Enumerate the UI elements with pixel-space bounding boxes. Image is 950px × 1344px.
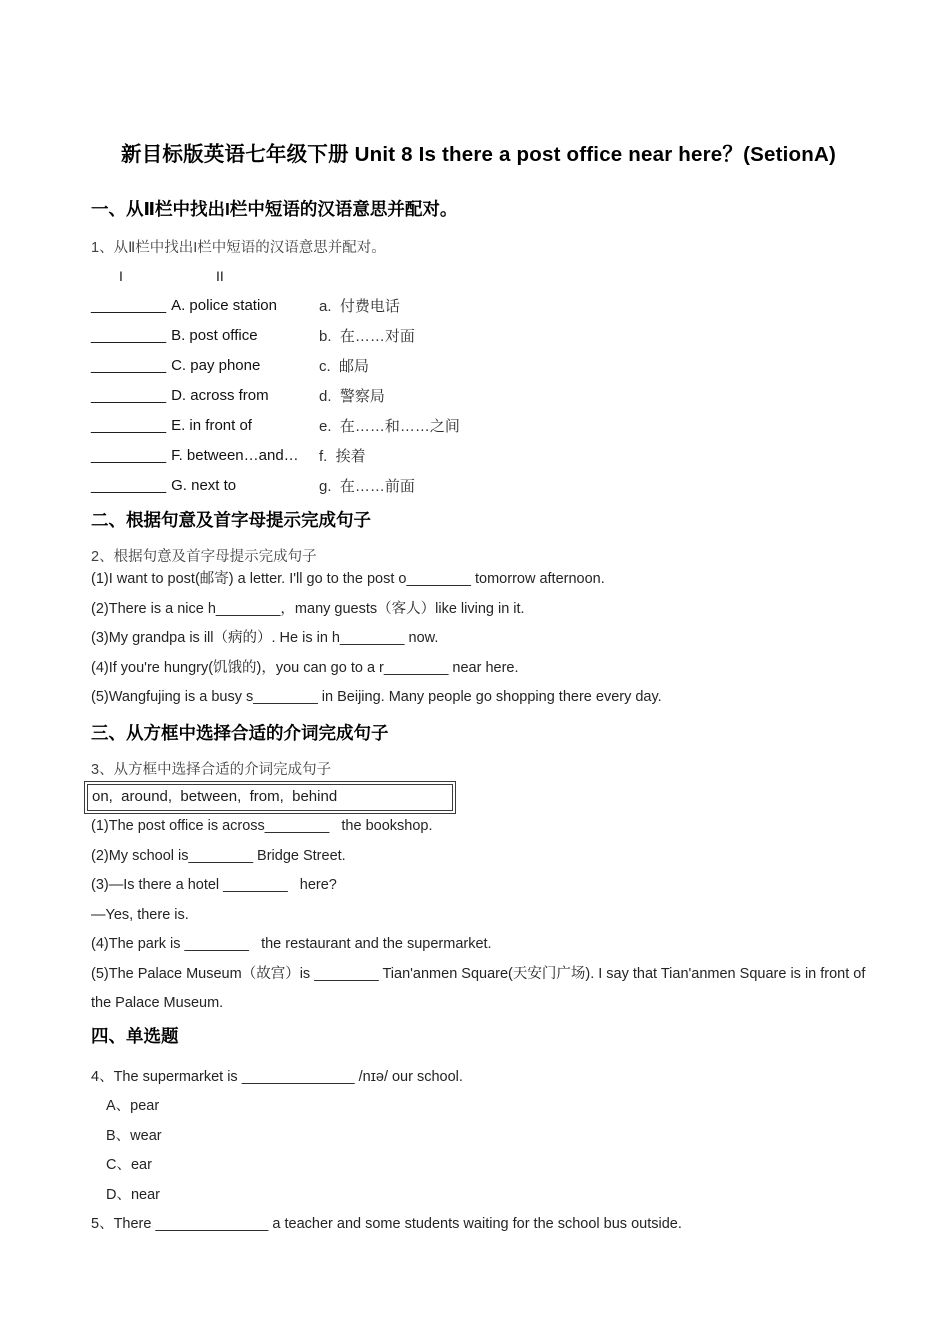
section3-subheading: 3、从方框中选择合适的介词完成句子 bbox=[91, 762, 332, 778]
section2-items bbox=[91, 565, 866, 713]
match-list bbox=[91, 290, 866, 500]
answer-blank: _________ bbox=[91, 476, 167, 494]
mcq-question-4-options bbox=[106, 1092, 866, 1211]
answer-blank: _________ bbox=[91, 356, 167, 374]
match-option-e: e. 在……和……之间 bbox=[319, 417, 460, 435]
section4-heading: 四、单选题 bbox=[91, 1026, 179, 1046]
section3-items bbox=[91, 812, 870, 1019]
mcq-option-d: D、near bbox=[106, 1187, 160, 1204]
match-left-d bbox=[91, 387, 319, 404]
section1-heading: 一、从Ⅱ栏中找出I栏中短语的汉语意思并配对。 bbox=[91, 199, 458, 219]
answer-blank: _________ bbox=[91, 296, 167, 314]
fill-blank-item-5: (5)Wangfujing is a busy s________ in Beijing. Many people go shopping there every day. bbox=[91, 689, 662, 705]
match-item-label: B. post office bbox=[171, 326, 258, 344]
match-row-e bbox=[91, 410, 866, 440]
worksheet-content bbox=[91, 0, 870, 1344]
match-row-c bbox=[91, 350, 866, 380]
fill-blank-item-1: (1)I want to post(邮寄) a letter. I'll go to the post o________ tomorrow afternoon. bbox=[91, 571, 605, 587]
section3-heading: 三、从方框中选择合适的介词完成句子 bbox=[91, 723, 389, 743]
page-title: 新目标版英语七年级下册 Unit 8 Is there a post office near here？(SetionA) bbox=[121, 143, 836, 166]
column-2-header: II bbox=[216, 268, 224, 284]
answer-blank: _________ bbox=[91, 446, 167, 464]
match-option-d: d. 警察局 bbox=[319, 387, 385, 405]
match-left-c bbox=[91, 357, 319, 374]
column-1-header: I bbox=[119, 268, 123, 284]
match-option-b: b. 在……对面 bbox=[319, 327, 415, 345]
match-column-headers bbox=[91, 268, 866, 284]
preposition-item-1: (1)The post office is across________ the bookshop. bbox=[91, 818, 433, 834]
fill-blank-item-2: (2)There is a nice h________，many guests（客人）like living in it. bbox=[91, 600, 525, 617]
match-option-a: a. 付费电话 bbox=[319, 297, 400, 315]
mcq-question-5: 5、There ______________ a teacher and some students waiting for the school bus outside. bbox=[91, 1216, 682, 1232]
section2-heading: 二、根据句意及首字母提示完成句子 bbox=[91, 510, 371, 530]
fill-blank-item-3: (3)My grandpa is ill（病的）. He is in h________ now. bbox=[91, 630, 439, 646]
answer-blank: _________ bbox=[91, 326, 167, 344]
match-option-c: c. 邮局 bbox=[319, 357, 370, 375]
match-item-label: F. between…and… bbox=[171, 446, 299, 464]
match-row-a bbox=[91, 290, 866, 320]
preposition-item-4: (4)The park is ________ the restaurant and the supermarket. bbox=[91, 936, 492, 952]
match-item-label: D. across from bbox=[171, 386, 269, 404]
match-row-d bbox=[91, 380, 866, 410]
match-option-g: g. 在……前面 bbox=[319, 477, 415, 495]
preposition-item-5: (5)The Palace Museum（故宫）is ________ Tian'anmen Square(天安门广场). I say that Tian'anmen Square is in front of the Palace Museum. bbox=[91, 965, 870, 1011]
section1-subheading: 1、从Ⅱ栏中找出I栏中短语的汉语意思并配对。 bbox=[91, 240, 386, 256]
match-item-label: G. next to bbox=[171, 476, 237, 494]
preposition-item-2: (2)My school is________ Bridge Street. bbox=[91, 847, 346, 864]
mcq-option-b: B、wear bbox=[106, 1127, 162, 1144]
match-left-a bbox=[91, 297, 319, 314]
match-item-label: C. pay phone bbox=[171, 356, 261, 374]
match-row-f bbox=[91, 440, 866, 470]
match-row-b bbox=[91, 320, 866, 350]
mcq-option-a: A、pear bbox=[106, 1098, 160, 1114]
match-row-g bbox=[91, 470, 866, 500]
answer-blank: _________ bbox=[91, 386, 167, 404]
match-left-g bbox=[91, 477, 319, 494]
section2-subheading: 2、根据句意及首字母提示完成句子 bbox=[91, 549, 317, 565]
match-item-label: A. police station bbox=[171, 296, 277, 314]
match-left-f bbox=[91, 447, 319, 464]
match-option-f: f. 挨着 bbox=[319, 447, 366, 465]
match-item-label: E. in front of bbox=[171, 416, 252, 434]
match-left-e bbox=[91, 417, 319, 434]
match-left-b bbox=[91, 327, 319, 344]
answer-blank: _________ bbox=[91, 416, 167, 434]
mcq-question-4: 4、The supermarket is ______________ /nɪə/ our school. bbox=[91, 1069, 463, 1085]
preposition-item-3: (3)—Is there a hotel ________ here? bbox=[91, 877, 337, 893]
preposition-word-bank bbox=[84, 781, 456, 814]
preposition-item-3-answer: —Yes, there is. bbox=[91, 906, 189, 923]
mcq-option-c: C、ear bbox=[106, 1157, 152, 1174]
word-bank-words: on, around, between, from, behind bbox=[87, 784, 453, 811]
fill-blank-item-4: (4)If you're hungry(饥饿的)，you can go to a r________ near here. bbox=[91, 659, 519, 676]
